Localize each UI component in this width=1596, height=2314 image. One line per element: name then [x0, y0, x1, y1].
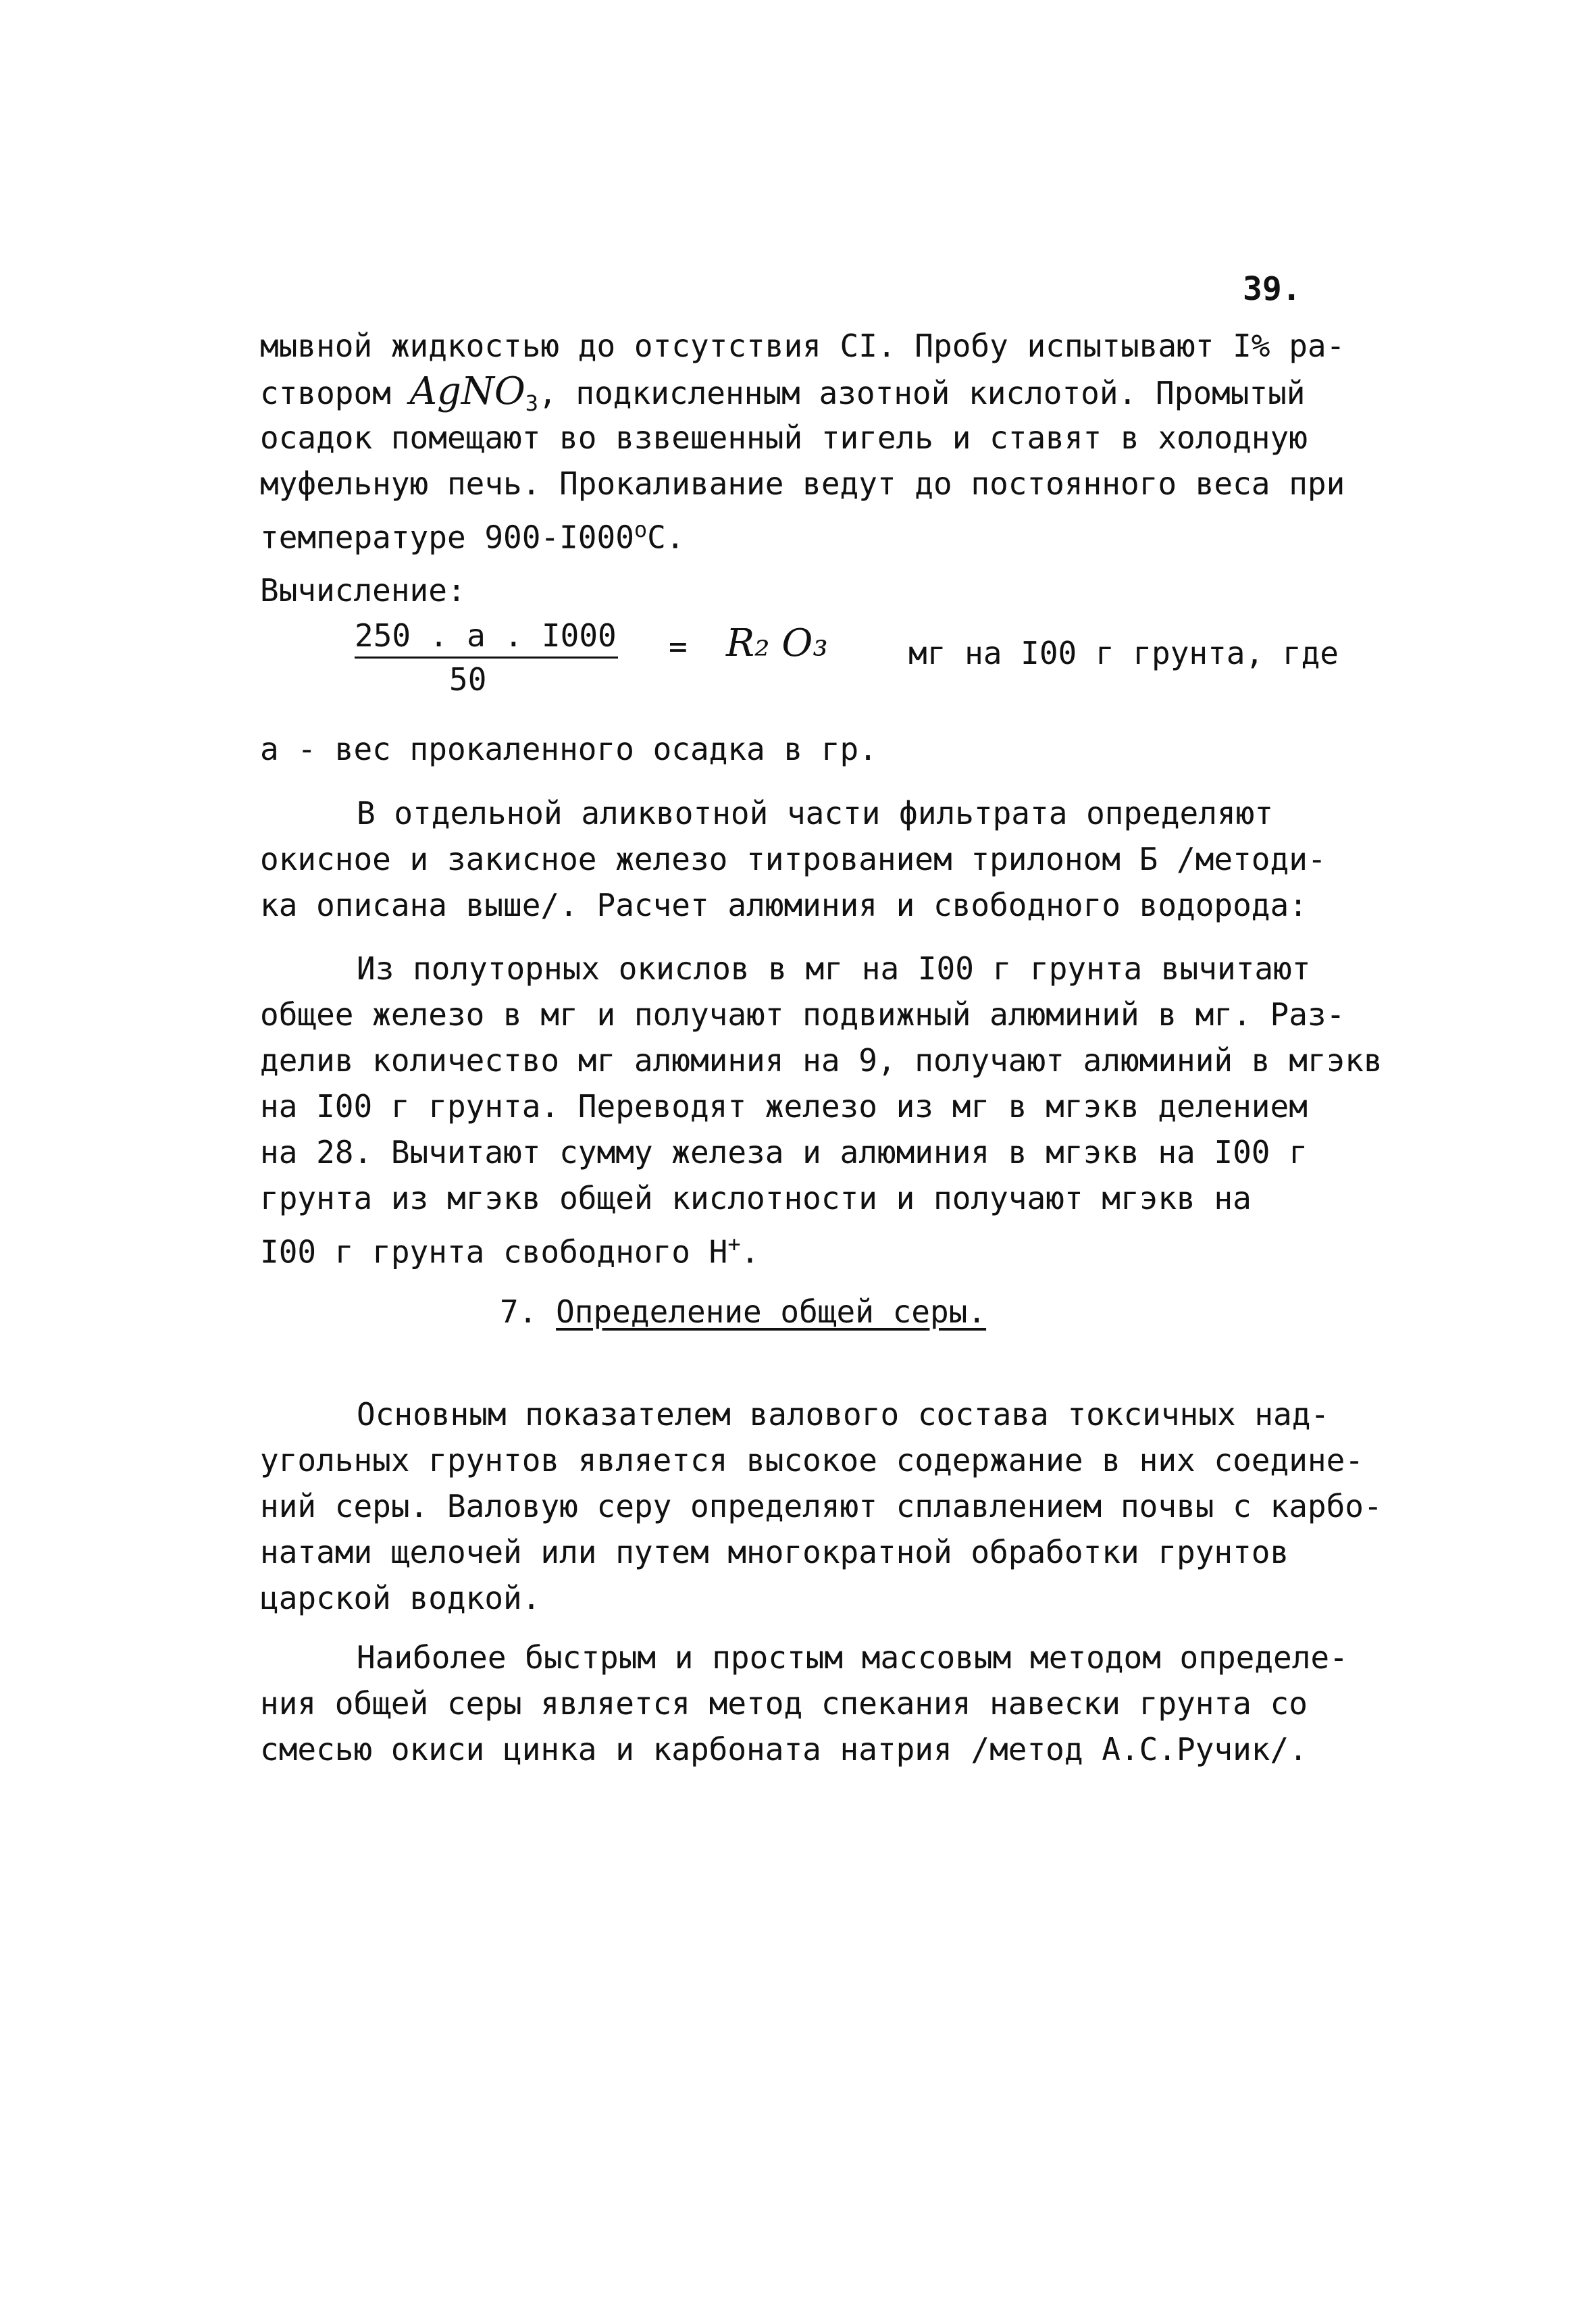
silver-nitrate-formula: AgNO — [409, 369, 525, 413]
text-line: натами щелочей или путем многократной обработки грунтов — [260, 1534, 1289, 1570]
text-line: осадок помещают во взвешенный тигель и ставят в холодную — [260, 419, 1308, 456]
text-line: смесью окиси цинка и карбоната натрия /метод А.С.Ручик/. — [260, 1731, 1308, 1768]
formula-fraction — [355, 615, 618, 700]
section-title: Определение общей серы. — [556, 1293, 987, 1330]
text-line: Основным показателем валового состава токсичных над- — [357, 1396, 1330, 1433]
text-line: на I00 г грунта. Переводят железо из мг в мгэкв делением — [260, 1088, 1308, 1125]
formula-denominator: 50 — [449, 661, 487, 698]
text-line: царской водкой. — [260, 1580, 541, 1616]
page-number: 39. — [1243, 270, 1302, 308]
text-line: ний серы. Валовую серу определяют сплавлением почвы с карбо- — [260, 1488, 1383, 1524]
text-line: В отдельной аликвотной части фильтрата определяют — [357, 795, 1274, 831]
text-line: мывной жидкостью до отсутствия CI. Пробу испытывают I% ра- — [260, 328, 1345, 364]
text-line: общее железо в мг и получают подвижный алюминий в мг. Раз- — [260, 996, 1345, 1033]
text-line: грунта из мгэкв общей кислотности и получают мгэкв на — [260, 1180, 1252, 1216]
text-line: створом AgNO$_3$, подкисленным азотной кислотой. Промытый — [260, 369, 1306, 417]
paragraph-calculation — [260, 946, 1401, 1270]
text-line: окисное и закисное железо титрованием трилоном Б /методи- — [260, 841, 1327, 877]
formula — [260, 615, 1401, 709]
text-line: температуре $900-I000^оС$. — [260, 517, 685, 556]
formula-units: мг на I00 г грунта, где — [908, 635, 1339, 671]
paragraph-method — [260, 1635, 1401, 1772]
paragraph-sulfur-intro — [260, 1391, 1401, 1621]
text-line: муфельную печь. Прокаливание ведут до постоянного веса при — [260, 465, 1345, 502]
text-line: I00 г грунта свободного Н+. — [260, 1231, 760, 1270]
text-line: ния общей серы является метод спекания навески грунта со — [260, 1685, 1308, 1722]
paragraph-aliquot — [260, 790, 1401, 928]
text-line: делив количество мг алюминия на 9, получают алюминий в мгэкв — [260, 1042, 1383, 1079]
text-line: ка описана выше/. Расчет алюминия и свободного водорода: — [260, 887, 1308, 923]
definition-line: а - вес прокаленного осадка в гр. — [260, 731, 877, 767]
calculation-label-block — [260, 567, 1401, 613]
formula-numerator: 250 . а . I000 — [355, 615, 618, 659]
formula-equals: = — [669, 628, 688, 665]
text-line: угольных грунтов является высокое содержание в них соедине- — [260, 1442, 1364, 1479]
text-line: Из полуторных окислов в мг на I00 г грунта вычитают — [357, 950, 1311, 987]
paragraph-washing — [260, 323, 1401, 556]
text-line: на 28. Вычитают сумму железа и алюминия в мгэкв на I00 г — [260, 1134, 1308, 1171]
formula-result: R₂ O₃ — [726, 621, 828, 665]
text-line: Наиболее быстрым и простым массовым методом определе- — [357, 1639, 1348, 1676]
section-heading: 7. Определение общей серы. — [500, 1293, 987, 1330]
calculation-label: Вычисление: — [260, 572, 466, 609]
definition-block — [260, 726, 1401, 772]
